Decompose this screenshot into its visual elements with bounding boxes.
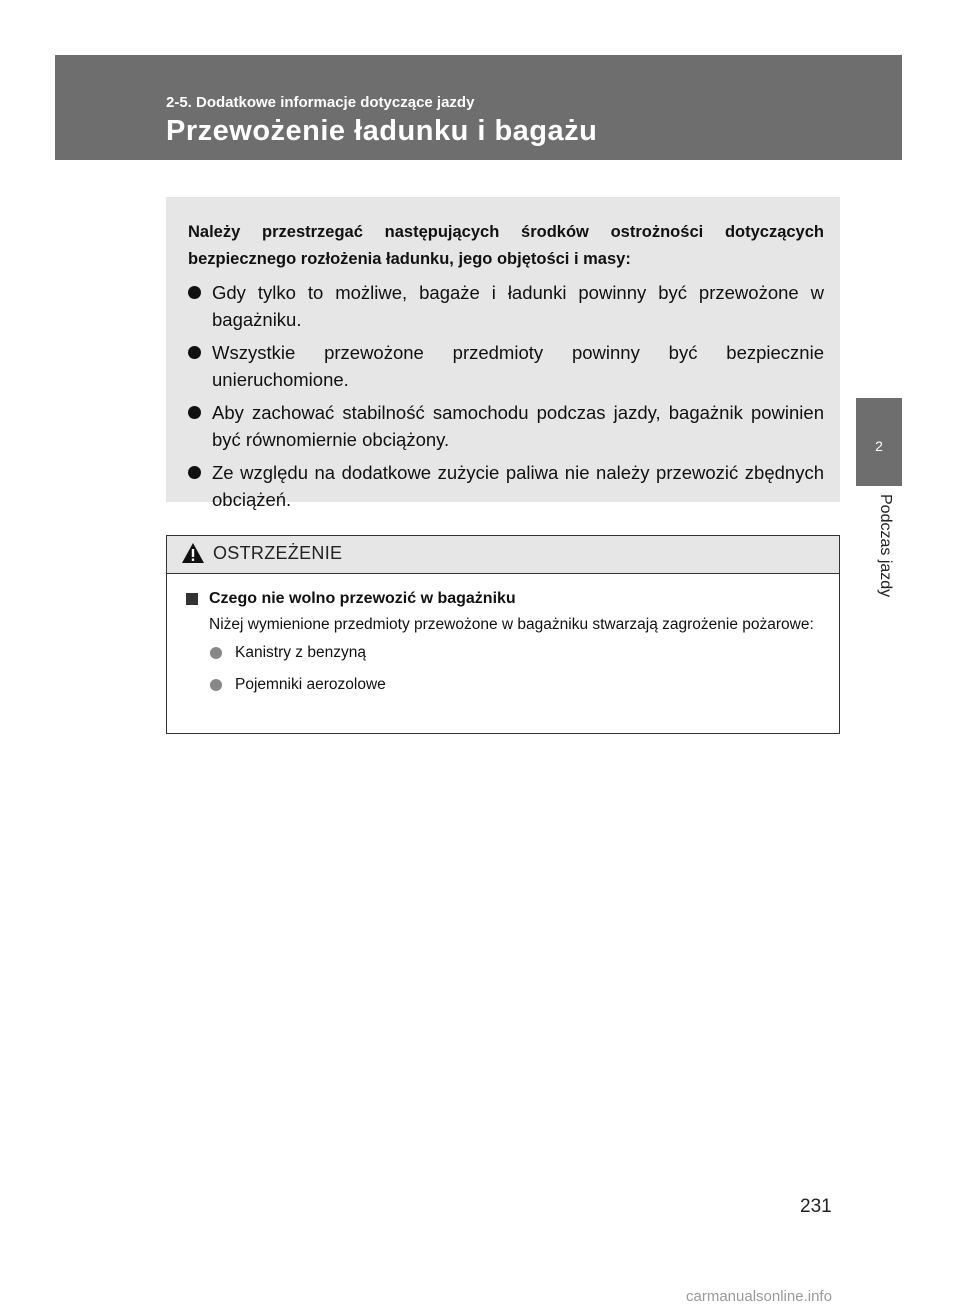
list-item	[209, 674, 827, 696]
info-box	[166, 197, 840, 510]
page-title: Przewożenie ładunku i bagażu	[166, 115, 598, 147]
list-item	[188, 279, 824, 333]
bullet-dot-icon	[210, 679, 222, 691]
bullet-dot-icon	[210, 647, 222, 659]
page-number: 231	[800, 1196, 832, 1217]
chapter-number: 2	[875, 438, 883, 454]
warning-box	[166, 535, 840, 734]
list-item-text: Kanistry z benzyną	[235, 644, 366, 661]
bullet-dot-icon	[188, 286, 201, 299]
list-item-text: Gdy tylko to możliwe, bagaże i ładunki powinny być przewożone w bagażniku.	[212, 282, 824, 330]
warning-subtitle-text: Czego nie wolno przewozić w bagażniku	[209, 590, 516, 607]
warning-title: OSTRZEŻENIE	[213, 543, 343, 563]
list-item	[188, 459, 824, 513]
warning-subtitle	[185, 588, 827, 610]
section-label: 2-5. Dodatkowe informacje dotyczące jazdy	[166, 94, 475, 111]
list-item-text: Wszystkie przewożone przedmioty powinny być bezpiecznie unieruchomione.	[212, 342, 824, 390]
page-header	[55, 55, 902, 160]
list-item	[188, 339, 824, 393]
info-intro: Należy przestrzegać następujących środków ostrożności dotyczących bezpiecznego rozłożenia ładunku, jego objętości i masy:	[188, 223, 824, 268]
list-item-text: Aby zachować stabilność samochodu podczas jazdy, bagażnik powinien być równomiernie obciążony.	[212, 402, 824, 450]
bullet-dot-icon	[188, 406, 201, 419]
watermark: carmanualsonline.info	[686, 1288, 832, 1305]
warning-header	[167, 536, 839, 574]
warning-body	[167, 574, 839, 696]
warning-triangle-icon	[181, 542, 205, 564]
info-bullet-list	[188, 279, 824, 513]
warning-text: Niżej wymienione przedmioty przewożone w bagażniku stwarzają zagrożenie pożarowe:	[209, 616, 814, 633]
square-bullet-icon	[186, 593, 198, 605]
warning-list	[185, 642, 827, 696]
list-item	[188, 399, 824, 453]
list-item-text: Pojemniki aerozolowe	[235, 676, 386, 693]
bullet-dot-icon	[188, 346, 201, 359]
chapter-label: Podczas jazdy	[877, 494, 894, 598]
list-item	[209, 642, 827, 664]
bullet-dot-icon	[188, 466, 201, 479]
list-item-text: Ze względu na dodatkowe zużycie paliwa nie należy przewozić zbędnych obciążeń.	[212, 462, 824, 510]
chapter-tab	[856, 398, 902, 486]
